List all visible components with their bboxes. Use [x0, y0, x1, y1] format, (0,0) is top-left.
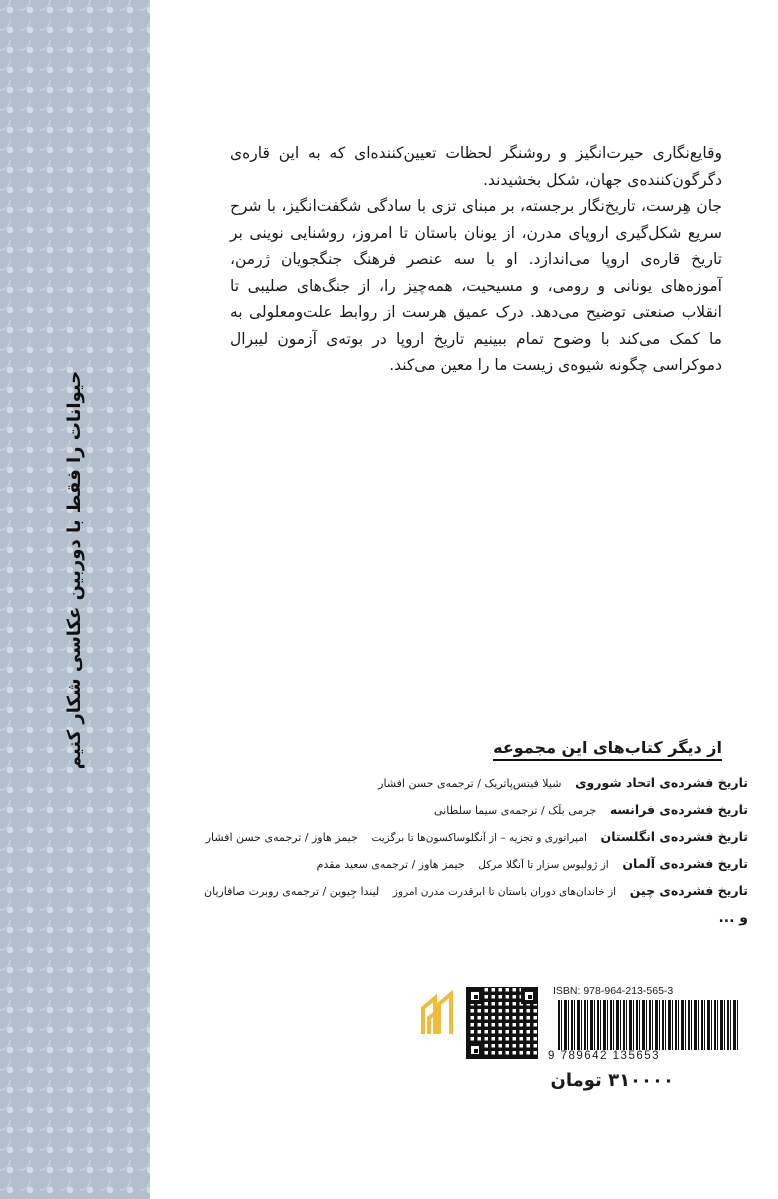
book-subtitle: از خاندان‌های دوران باستان تا ابرقدرت مدرن امروز: [392, 886, 617, 898]
series-heading: از دیگر کتاب‌های این مجموعه: [493, 738, 722, 761]
book-title: تاریخ فشرده‌ی چین: [629, 883, 748, 898]
qr-finder: [521, 988, 537, 1004]
book-item: [188, 797, 748, 824]
book-item: [188, 851, 748, 878]
isbn-barcode: [558, 1000, 738, 1050]
publisher-logo-icon: [417, 988, 457, 1036]
qr-finder: [467, 988, 483, 1004]
blurb-paragraph-2: جان هِرست، تاریخ‌نگار برجسته، بر مبنای تزی با سادگی شگفت‌انگیز، با شرح سریع شکل‌گیری اروپای مدرن، از یونان باستان تا امروز، روشنایی نوینی بر تاریخ قاره‌ی اروپا می‌اندازد. او با سه عنصر فرهنگ جنگجویان ژرمن، آموزه‌های یونانی و رومی، و مسیحیت، همه‌چیز را، از جنگ‌های صلیبی تا انقلاب صنعتی توضیح می‌دهد. درک عمیق هرست از روابط علت‌ومعلولی به ما کمک می‌کند با وضوح تمام ببینیم تاریخ اروپا در بوته‌ی آزمون لیبرال دموکراسی چگونه شیوه‌ی زیست ما را معین می‌کند.: [230, 197, 722, 374]
qr-code: [467, 988, 537, 1058]
isbn-label: ISBN: 978-964-213-565-3: [553, 985, 674, 997]
book-item: [188, 878, 748, 905]
blurb-paragraph-1: وقایع‌نگاری حیرت‌انگیز و روشنگر لحظات تعیین‌کننده‌ای که به این قاره‌ی دگرگون‌کننده‌ی جهان، شکل بخشیدند.: [230, 144, 722, 189]
price-label: ۳۱۰۰۰۰ تومان: [550, 1070, 674, 1091]
back-cover-blurb: [230, 140, 722, 379]
book-title: تاریخ فشرده‌ی فرانسه: [609, 802, 748, 817]
book-subtitle: امپراتوری و تجزیه – از آنگلوساکسون‌ها تا برگزیت: [371, 832, 587, 844]
book-item: [188, 770, 748, 797]
series-etc: و ...: [718, 910, 748, 926]
book-title: تاریخ فشرده‌ی آلمان: [622, 856, 748, 871]
book-subtitle: از ژولیوس سزار تا آنگلا مرکل: [478, 859, 609, 871]
spine-title: حیوانات را فقط با دوربین عکاسی شکار کنیم: [64, 370, 85, 770]
series-book-list: [188, 770, 748, 931]
barcode-digits: 9 789642 135653: [548, 1050, 661, 1062]
book-credit: شیلا فیتس‌پاتریک / ترجمه‌ی حسن افشار: [378, 777, 562, 790]
spine-panel: [0, 0, 150, 1199]
book-credit: جیمز هاوز / ترجمه‌ی سعید مقدم: [316, 858, 465, 871]
book-credit: جرمی بلَک / ترجمه‌ی سیما سلطانی: [433, 804, 597, 817]
book-title: تاریخ فشرده‌ی اتحاد شوروی: [575, 775, 748, 790]
book-title: تاریخ فشرده‌ی انگلستان: [600, 829, 748, 844]
book-item: [188, 824, 748, 851]
book-credit: جیمز هاوز / ترجمه‌ی حسن افشار: [205, 831, 358, 844]
book-credit: لیندا جِیوین / ترجمه‌ی روبرت صافاریان: [204, 885, 380, 898]
qr-finder: [467, 1042, 483, 1058]
